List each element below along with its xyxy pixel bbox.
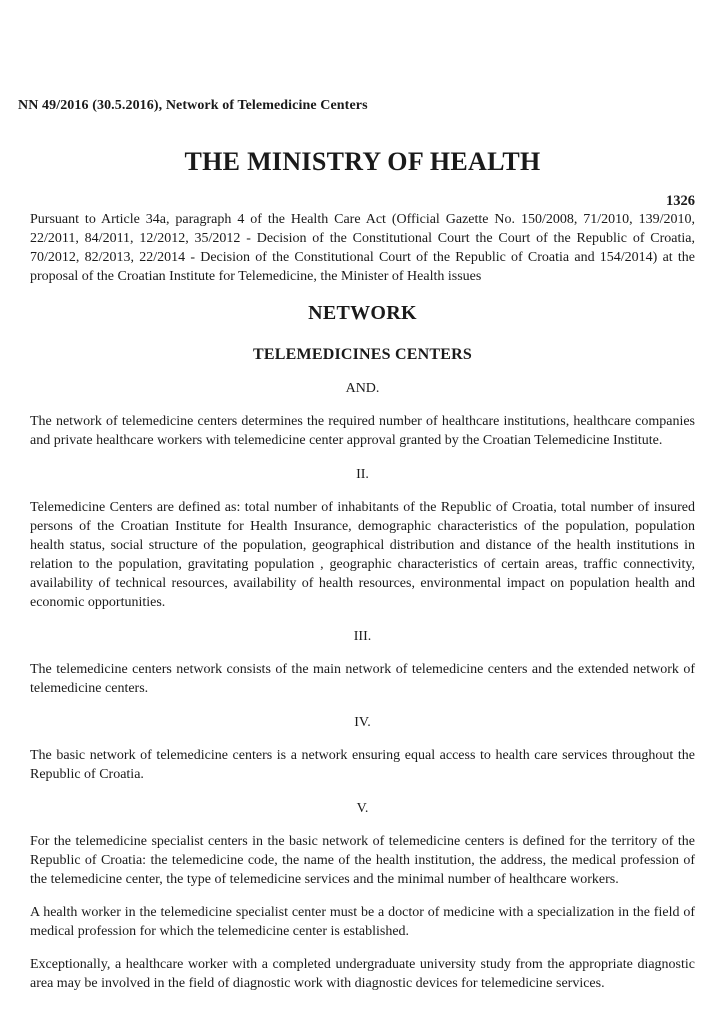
section-5-paragraph-2: A health worker in the telemedicine specialist center must be a doctor of medicine with a specialization in the field of medical profession for which the telemedicine center is established. xyxy=(30,905,695,939)
page-title: THE MINISTRY OF HEALTH xyxy=(184,147,541,176)
section-3-number: III. xyxy=(353,629,372,644)
section-4-number: IV. xyxy=(354,715,371,730)
section-4-paragraph: The basic network of telemedicine centers is a network ensuring equal access to health care services throughout the Republic of Croatia. xyxy=(30,748,695,782)
section-5-number: V. xyxy=(356,801,369,816)
act-title: NETWORK xyxy=(308,302,417,324)
section-1-number: AND. xyxy=(345,381,380,396)
section-5 xyxy=(30,801,695,993)
section-5-paragraph-3: Exceptionally, a healthcare worker with a completed undergraduate university study from the appropriate diagnostic area may be involved in the field of diagnostic work with diagnostic devices for telemedicine services. xyxy=(30,957,695,991)
section-3-paragraph: The telemedicine centers network consists of the main network of telemedicine centers and the extended network of telemedicine centers. xyxy=(30,662,695,696)
section-1-paragraph: The network of telemedicine centers determines the required number of healthcare institutions, healthcare companies and private healthcare workers with telemedicine center approval granted by the Croatian Telemedicine Institute. xyxy=(30,414,695,448)
section-2-paragraph: Telemedicine Centers are defined as: total number of inhabitants of the Republic of Croatia, total number of insured persons of the Croatian Institute for Health Insurance, demographic characteristics of the population, population health status, social structure of the population, geographical distribution and distance of the health institutions in relation to the population, gravitating population , geographic characteristics of certain areas, traffic connectivity, availability of technical resources, availability of health resources, environmental impact on population health and economic opportunities. xyxy=(30,500,695,610)
section-5-paragraph-1: For the telemedicine specialist centers in the basic network of telemedicine centers is defined for the territory of the Republic of Croatia: the telemedicine code, the name of the health institution, the address, the medical profession of the telemedicine center, the type of telemedicine services and the minimal number of healthcare workers. xyxy=(30,834,695,887)
preamble-paragraph: Pursuant to Article 34a, paragraph 4 of the Health Care Act (Official Gazette No. 150/2008, 71/2010, 139/2010, 22/2011, 84/2011, 12/2012, 35/2012 - Decision of the Constitutional Court the Court of the Republic of Croatia, 70/2012, 82/2013, 22/2014 - Decision of the Constitutional Court of the Republic of Croatia and 154/2014) at the proposal of the Croatian Institute for Telemedicine, the Minister of Health issues xyxy=(30,212,695,284)
section-3 xyxy=(30,629,695,698)
document-number: 1326 xyxy=(666,193,695,209)
section-2-number: II. xyxy=(356,467,369,482)
document-body xyxy=(30,210,695,993)
section-2 xyxy=(30,467,695,612)
gazette-reference: NN 49/2016 (30.5.2016), Network of Telemedicine Centers xyxy=(18,98,368,113)
act-subtitle: TELEMEDICINES CENTERS xyxy=(253,346,472,363)
section-4 xyxy=(30,715,695,784)
section-1 xyxy=(30,381,695,450)
